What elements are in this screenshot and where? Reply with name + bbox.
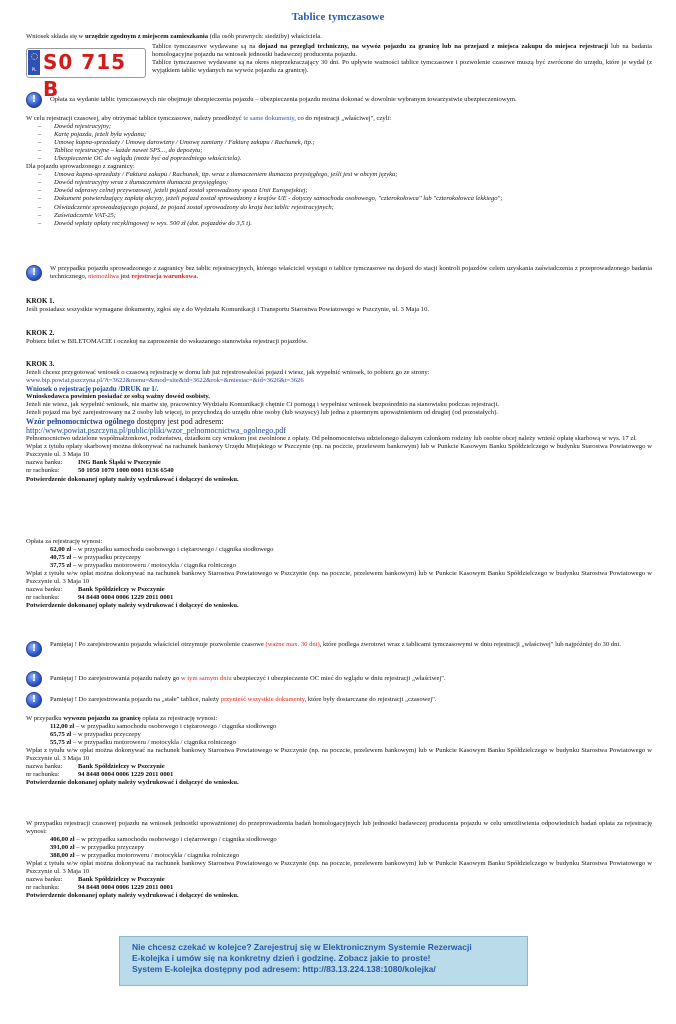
documents-section: W celu rejestracji czasowej, aby otrzymać tablice tymczasowe, należy przedłożyć te same dokumenty, co do rejestracji „właściwej", czyli: – Dowód rejestracyjny; – Kartę pojazdu, jeżeli była wydana; – Umowę kupna-sprzedaży / Umowę darowizny / Umowę zamiany / Fakturę zakupu / Rachunek, itp.; – Tablice rejestracyjne – każde nawet SPS..., do depozytu; – Ubezpieczenie OC do wglądu (może być od poprzedniego właściciela). Dla pojazdu sprowadzonego z zagranicy: – Umowa kupna-sprzedaży / Faktura zakupu / Rachunek, itp. wraz z tłumaczeniem tłumacza przysięgłego, jeśli jest w obcym języku; – Dowód rejestracyjny wraz z tłumaczeniem tłumacza przysięgłego; – Dowód odprawy celnej przywozowej, jeżeli pojazd został sprowadzony spoza Unii Europejskiej; – Dokument potwierdzający zapłatę akcyzy, jeżeli pojazd został sprowadzony z krajów UE - dotyczy samochodu osobowego, "czterokołowca" lub "czterokołowca lekkiego"; – Oświadczenie sprowadzającego pojazd, że pojazd został sprowadzony do kraju bez tablic rejestracyjnych; – Zaświadczenie VAT-25; – Dowód wpłaty opłaty recyklingowej w wys. 500 zł (dot. pojazdów do 3,5 t).	[26, 115, 652, 228]
fee-amount: 406,00 zł	[50, 836, 75, 844]
info-icon: !	[26, 265, 42, 281]
list-item: – Ubezpieczenie OC do wglądu (może być od poprzedniego właściciela).	[26, 155, 652, 163]
notice-temporary-permit: ! Pamiętaj ! Po zarejestrowaniu pojazdu właściciel otrzymuje pozwolenie czasowe (ważne max. 30 dni), które podlega zwrotowi wraz z tablicami tymczasowymi w dniu rejestracji „właściwej" lub najpóźniej do 30 dni.	[26, 641, 652, 649]
info-icon: !	[26, 671, 42, 687]
notice-insurance-same-day: ! Pamiętaj ! Do zarejestrowania pojazdu należy go w tym samym dniu ubezpieczyć i ubezpieczenie OC mieć do wglądu w dniu rejestracji „właściwej".	[26, 671, 652, 683]
list-item: – Dowód wpłaty opłaty recyklingowej w wys. 500 zł (dot. pojazdów do 3,5 t).	[26, 220, 652, 228]
list-item: – Kartę pojazdu, jeżeli była wydana;	[26, 131, 652, 139]
fee-item	[26, 723, 652, 731]
list-item: – Oświadczenie sprowadzającego pojazd, że pojazd został sprowadzony do kraju bez tablic rejestracyjnych;	[26, 204, 652, 212]
plate-number: S0 715 B	[43, 50, 127, 101]
list-item: – Umowę kupna-sprzedaży / Umowę darowizny / Umowę zamiany / Fakturę zakupu / Rachunek, itp.;	[26, 139, 652, 147]
fee-amount: 391,00 zł	[50, 844, 75, 852]
fee-description: – w przypadku samochodu osobowego i ciężarowego / ciągnika siodłowego	[74, 836, 277, 844]
fee-item	[26, 844, 652, 852]
fees-section: Opłata za rejestrację wynosi: 62,00 zł – w przypadku samochodu osobowego i ciężarowego / ciągnika siodłowego 40,75 zł – w przypadku przyczepy 37,75 zł – w przypadku motoroweru / motocykla / ciągnika rolniczego Wpłat z tytułu w/w opłat można dokonywać na rachunek bankowy Starostwa Powiatowego w Pszczynie (np. na poczcie, przelewem bankowym) lub w Punkcie Kasowym Banku Spółdzielczego w budynku Starostwa Powiatowego w Pszczynie ul. 3 Maja 10 nazwa banku: Bank Spółdzielczy w Pszczynie nr rachunku: 94 8448 0004 0006 1229 2011 0001 Potwierdzenie dokonanej opłaty należy wydrukować i dołączyć do wniosku.	[26, 538, 652, 610]
fee-description: – w przypadku przyczepy	[71, 554, 141, 562]
homologation-fees-section: W przypadku rejestracji czasowej pojazdu na wniosek jednostki upoważnionej do przeprowadzenia badań homologacyjnych lub jednostki badawczej producenta pojazdu w celu umożliwienia odpowiednich badań opłata za rejestrację wynosi: 406,00 zł – w przypadku samochodu osobowego i ciężarowego / ciągnika siodłowego 391,00 zł – w przypadku przyczepy 388,00 zł – w przypadku motoroweru / motocykla / ciągnika rolniczego Wpłat z tytułu w/w opłat można dokonywać na rachunek bankowy Starostwa Powiatowego w Pszczynie (np. na poczcie, przelewem bankowym) lub w Punkcie Kasowym Banku Spółdzielczego w budynku Starostwa Powiatowego w Pszczynie ul. 3 Maja 10 nazwa banku: Bank Spółdzielczy w Pszczynie nr rachunku: 94 8448 0004 0006 1229 2011 0001 Potwierdzenie dokonanej opłaty należy wydrukować i dołączyć do wniosku.	[26, 820, 652, 900]
step-2: KROK 2. Pobierz bilet w BILETOMACIE i oczekuj na zaproszenie do wskazanego stanowiska rejestracji pojazdów.	[26, 329, 308, 345]
e-queue-banner[interactable]	[119, 936, 528, 986]
notice-conditional-registration: ! W przypadku pojazdu sprowadzonego z zagranicy bez tablic rejestracyjnych, którego właściciel wystąpi o tablice tymczasowe na dojazd do stacji kontroli pojazdów celem uzyskania zaświadczenia z przeprowadzonego badania technicznego, niemożliwa jest rejestracja warunkowa.	[26, 265, 652, 281]
step-3: KROK 3. Jeżeli chcesz przygotować wniosek o czasową rejestrację w domu lub już rejestrowałeś/aś pojazd i wiesz, jak wypełnić wniosek, to pobierz go ze strony: www.bip.powiat.pszczyna.pl/?t=3622&menu=&mod=site&id=3622&rok=&miesiac=&id=3626&t=3626 Wniosek o rejestrację pojazdu /DRUK nr 1/. Wnioskodawca powinien posiadać ze sobą ważny dowód osobisty. Jeżeli nie wiesz, jak wypełnić wniosek, nie martw się, pracownicy Wydziału Komunikacji chętnie Ci pomogą i wypełnisz wniosek bezpośrednio na stanowisku podczas rejestracji. Jeżeli pojazd ma być zarejestrowany na 2 osoby lub więcej, to przychodzą do urzędu obie osoby (lub wszyscy) lub jedna z pisemnym upoważnieniem od drugiej (od pozostałych). Wzór pełnomocnictwa ogólnego dostępny jest pod adresem: http://www.powiat.pszczyna.pl/public/pliki/wzor_pelnomocnictwa_ogolnego.pdf Pełnomocnictwo udzielone współmałżonkowi, rodzeństwu, dziadkom czy wnukom jest zwolnione z opłaty. Od pełnomocnictwa udzielonego dalszym członkom rodziny lub osobie obcej należy wnieść opłatę skarbową w wys. 17 zł. Wpłat z tytułu opłaty skarbowej można dokonywać na rachunek bankowy Urzędu Miejskiego w Pszczynie (np. na poczcie, przelewem bankowym) lub w Punkcie Kasowym Banku Spółdzielczego w budynku Starostwa Powiatowego w Pszczynie ul. 3 Maja 10 nazwa banku: ING Bank Śląski w Pszczynie nr rachunku: 50 1050 1070 1000 0001 0136 6540 Potwierdzenie dokonanej opłaty należy wydrukować i dołączyć do wniosku.	[26, 360, 652, 483]
fee-item	[26, 836, 652, 844]
bip-url-link[interactable]: www.bip.powiat.pszczyna.pl/?t=3622&menu=&mod=site&id=3622&rok=&miesiac=&id=3626&t=3626	[26, 377, 304, 385]
notice-bring-documents: ! Pamiętaj ! Do zarejestrowania pojazdu na „stałe" tablice, należy przynieść wszystkie dokumenty, które były dostarczane do rejestracji „czasowej".	[26, 692, 652, 704]
plate-description: Tablice tymczasowe wydawane są na dojazd na przegląd techniczny, na wywóz pojazdu za granicę lub na przejazd z miejsca zakupu do miejsca rejestracji lub na badania homologacyjne pojazdu na wniosek jednostki badawczej producenta pojazdu. Tablice tymczasowe wydawane są na okres nieprzekraczający 30 dni. Po upływie ważności tablice tymczasowe i pozwolenie czasowe muszą być zwrócone do urzędu, które je wydał (z wyjątkiem tablic wydanych na wywóz pojazdu za granicę).	[152, 43, 652, 75]
fee-item	[26, 554, 652, 562]
fee-item	[26, 546, 652, 554]
fee-description: – w przypadku samochodu osobowego i ciężarowego / ciągnika siodłowego	[71, 546, 274, 554]
fee-description: – w przypadku motoroweru / motocykla / ciągnika rolniczego	[71, 562, 236, 570]
eu-stars-icon	[31, 53, 38, 60]
notice-insurance: ! Opłata za wydanie tablic tymczasowych nie obejmuje ubezpieczenia pojazdu – ubezpieczenia pojazdu można dokonać w dowolnie wybranym towarzystwie ubezpieczeniowym.	[26, 92, 652, 104]
homologation-fees-list	[26, 836, 652, 860]
application-form-link[interactable]: Wniosek o rejestrację pojazdu /DRUK nr 1/.	[26, 385, 159, 394]
list-item: – Dokument potwierdzający zapłatę akcyzy, jeżeli pojazd został sprowadzony z krajów UE - dotyczy samochodu osobowego, "czterokołowca" lub "czterokołowca lekkiego";	[26, 195, 652, 203]
fee-amount: 65,75 zł	[50, 731, 72, 739]
list-item: – Tablice rejestracyjne – każde nawet SPS..., do depozytu;	[26, 147, 652, 155]
list-item: – Zaświadczenie VAT-25;	[26, 212, 652, 220]
eu-flag-strip: PL	[28, 50, 40, 75]
same-documents-link[interactable]: te same dokumenty	[243, 115, 295, 122]
fee-amount: 40,75 zł	[50, 554, 72, 562]
fees-list	[26, 546, 652, 570]
fee-description: – w przypadku samochodu osobowego i ciężarowego / ciągnika siodłowego	[74, 723, 277, 731]
info-icon: !	[26, 692, 42, 708]
banner-line-1: Nie chcesz czekać w kolejce? Zarejestruj się w Elektronicznym Systemie Rezerwacji	[132, 942, 472, 952]
fee-item	[26, 852, 652, 860]
documents-list	[26, 123, 652, 163]
banner-line-2: E-kolejka i umów się na konkretny dzień i godzinę. Zobacz jakie to proste!	[132, 953, 431, 963]
fee-item	[26, 739, 652, 747]
fee-description: – w przypadku motoroweru / motocykla / ciągnika rolniczego	[71, 739, 236, 747]
fee-item	[26, 731, 652, 739]
export-fees-section: W przypadku wywozu pojazdu za granicę opłata za rejestrację wynosi: 112,00 zł – w przypadku samochodu osobowego i ciężarowego / ciągnika siodłowego 65,75 zł – w przypadku przyczepy 55,75 zł – w przypadku motoroweru / motocykla / ciągnika rolniczego Wpłat z tytułu w/w opłat można dokonywać na rachunek bankowy Starostwa Powiatowego w Pszczynie (np. na poczcie, przelewem bankowym) lub w Punkcie Kasowym Banku Spółdzielczego w budynku Starostwa Powiatowego w Pszczynie ul. 3 Maja 10 nazwa banku: Bank Spółdzielczy w Pszczynie nr rachunku: 94 8448 0004 0006 1229 2011 0001 Potwierdzenie dokonanej opłaty należy wydrukować i dołączyć do wniosku.	[26, 715, 652, 787]
info-icon: !	[26, 641, 42, 657]
page-title: Tablice tymczasowe	[291, 11, 385, 23]
list-item: – Dowód rejestracyjny;	[26, 123, 652, 131]
fee-description: – w przypadku przyczepy	[71, 731, 141, 739]
fee-amount: 62,00 zł	[50, 546, 72, 554]
fee-amount: 37,75 zł	[50, 562, 72, 570]
license-plate-image	[26, 48, 146, 101]
banner-line-3: System E-kolejka dostępny pod adresem: http://83.13.224.138:1080/kolejka/	[132, 964, 436, 974]
list-item: – Dowód odprawy celnej przywozowej, jeżeli pojazd został sprowadzony spoza Unii Europejskiej;	[26, 187, 652, 195]
export-fees-list	[26, 723, 652, 747]
fee-amount: 112,00 zł	[50, 723, 75, 731]
fee-amount: 55,75 zł	[50, 739, 72, 747]
intro-line: Wniosek składa się w urzędzie zgodnym z miejscem zamieszkania (dla osób prawnych: siedziby) właściciela.	[26, 33, 322, 40]
info-icon: !	[26, 92, 42, 108]
fee-item	[26, 562, 652, 570]
fee-description: – w przypadku przyczepy	[74, 844, 145, 852]
step-1: KROK 1. Jeśli posiadasz wszystkie wymagane dokumenty, zgłoś się z do Wydziału Komunikacji i Transportu Starostwa Powiatowego w Pszczynie, ul. 3 Maja 10.	[26, 297, 430, 313]
fee-amount: 388,00 zł	[50, 852, 75, 860]
documents-abroad-list	[26, 171, 652, 227]
power-of-attorney-url[interactable]: http://www.powiat.pszczyna.pl/public/pliki/wzor_pelnomocnictwa_ogolnego.pdf	[26, 426, 286, 436]
fee-description: – w przypadku motoroweru / motocykla / ciągnika rolniczego	[74, 852, 240, 860]
power-of-attorney-link[interactable]: Wzór pełnomocnictwa ogólnego	[26, 417, 135, 427]
list-item: – Dowód rejestracyjny wraz z tłumaczeniem tłumacza przysięgłego;	[26, 179, 652, 187]
list-item: – Umowa kupna-sprzedaży / Faktura zakupu / Rachunek, itp. wraz z tłumaczeniem tłumacza przysięgłego, jeśli jest w obcym języku;	[26, 171, 652, 179]
